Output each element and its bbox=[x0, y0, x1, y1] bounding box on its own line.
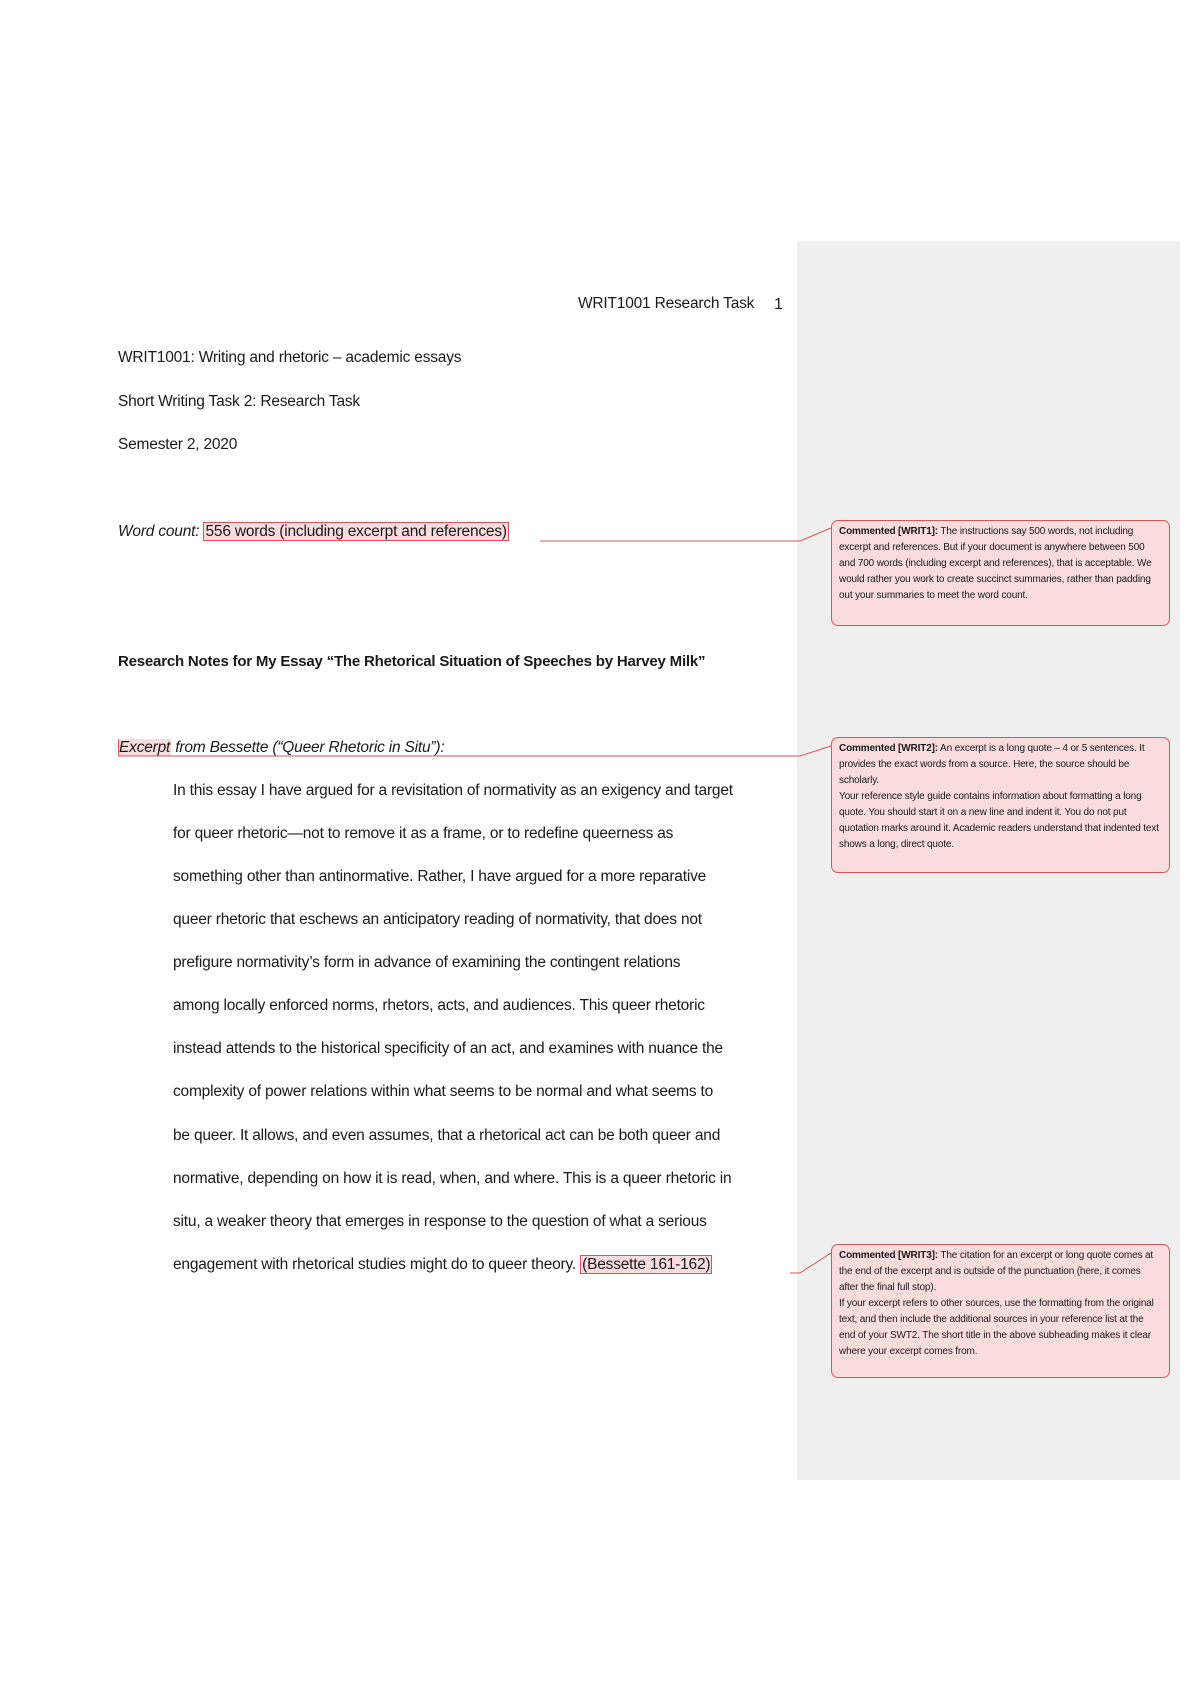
excerpt-line: instead attends to the historical specificity of an act, and examines with nuance the bbox=[173, 1040, 723, 1057]
excerpt-heading bbox=[118, 739, 444, 757]
excerpt-line: among locally enforced norms, rhetors, acts, and audiences. This queer rhetoric bbox=[173, 997, 705, 1014]
excerpt-line: engagement with rhetorical studies might do to queer theory. bbox=[173, 1256, 581, 1273]
excerpt-line: something other than antinormative. Rather, I have argued for a more reparative bbox=[173, 868, 707, 885]
essay-heading: Research Notes for My Essay “The Rhetorical Situation of Speeches by Harvey Milk” bbox=[118, 653, 706, 670]
excerpt-line: situ, a weaker theory that emerges in response to the question of what a serious bbox=[173, 1213, 707, 1230]
comment-text: The instructions say 500 words, not including excerpt and references. But if your document is anywhere between 500 and 700 words (including excerpt and references), that is acceptable. We would rather you work to create succinct summaries, rather than padding out your summaries to meet the word count. bbox=[839, 526, 1152, 601]
comment-label: Commented [WRIT2]: bbox=[839, 743, 938, 754]
comment-writ1[interactable] bbox=[831, 520, 1170, 626]
excerpt-last-line bbox=[173, 1256, 712, 1274]
semester: Semester 2, 2020 bbox=[118, 436, 238, 453]
comment-label: Commented [WRIT1]: bbox=[839, 526, 938, 537]
excerpt-line: normative, depending on how it is read, when, and where. This is a queer rhetoric in bbox=[173, 1170, 732, 1187]
comment-text: Your reference style guide contains information about formatting a long quote. You should start it on a new line and indent it. You do not put quotation marks around it. Academic readers understand that indented text shows a long, direct quote. bbox=[839, 791, 1159, 850]
excerpt-line: prefigure normativity’s form in advance of examining the contingent relations bbox=[173, 954, 681, 971]
comment-writ2[interactable] bbox=[831, 737, 1170, 873]
excerpt-line: In this essay I have argued for a revisitation of normativity as an exigency and target bbox=[173, 782, 733, 799]
comment-writ3[interactable] bbox=[831, 1244, 1170, 1378]
word-count-line bbox=[118, 523, 509, 541]
page-number: 1 bbox=[774, 296, 783, 313]
comment-label: Commented [WRIT3]: bbox=[839, 1250, 938, 1261]
excerpt-line: for queer rhetoric—not to remove it as a frame, or to redefine queerness as bbox=[173, 825, 674, 842]
excerpt-word-highlight[interactable]: Excerpt bbox=[119, 739, 171, 756]
course-title: WRIT1001: Writing and rhetoric – academic essays bbox=[118, 349, 462, 366]
excerpt-line: complexity of power relations within what seems to be normal and what seems to bbox=[173, 1083, 714, 1100]
excerpt-line: be queer. It allows, and even assumes, that a rhetorical act can be both queer and bbox=[173, 1127, 721, 1144]
citation-highlight[interactable]: (Bessette 161-162) bbox=[582, 1256, 711, 1273]
comment-text: The citation for an excerpt or long quote comes at the end of the excerpt and is outside of the punctuation (here, it comes after the final full stop). bbox=[839, 1250, 1154, 1293]
word-count-label: Word count: bbox=[118, 523, 200, 540]
running-head: WRIT1001 Research Task bbox=[578, 295, 755, 312]
excerpt-heading-rest: from Bessette (“Queer Rhetoric in Situ”): bbox=[171, 739, 445, 756]
comment-text: If your excerpt refers to other sources, use the formatting from the original text, and then include the additional sources in your reference list at the end of your SWT2. The short title in the above subheading makes it clear where your excerpt comes from. bbox=[839, 1298, 1154, 1357]
word-count-value[interactable]: 556 words (including excerpt and references) bbox=[205, 523, 507, 540]
task-title: Short Writing Task 2: Research Task bbox=[118, 393, 360, 410]
comment-text: An excerpt is a long quote – 4 or 5 sentences. It provides the exact words from a source. Here, the source should be scholarly. bbox=[839, 743, 1145, 786]
excerpt-line: queer rhetoric that eschews an anticipatory reading of normativity, that does not bbox=[173, 911, 702, 928]
